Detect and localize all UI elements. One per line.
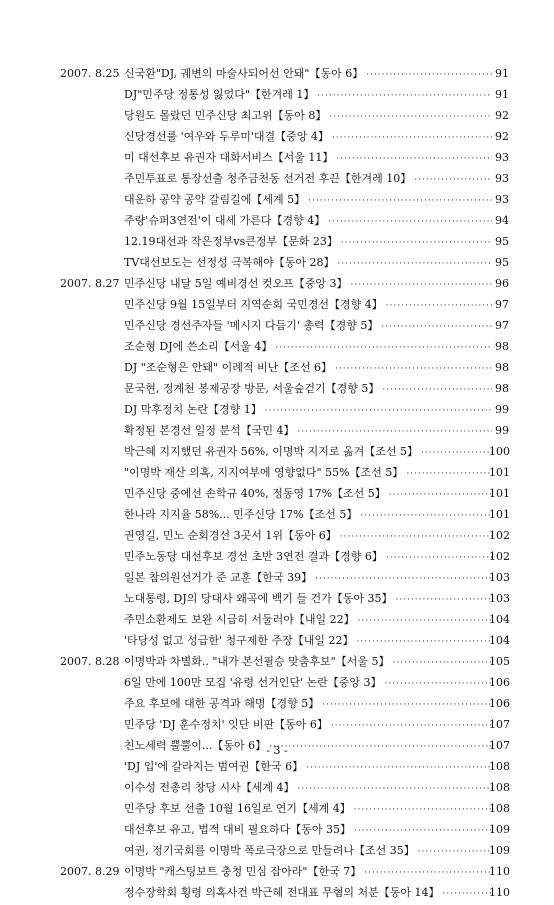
dot-leader bbox=[298, 779, 493, 800]
dot-leader bbox=[386, 296, 492, 317]
entry-page: 98 bbox=[495, 340, 509, 353]
entry-title: 일본 참의원선거가 준 교훈【한국 39】 bbox=[124, 571, 313, 584]
entry-title-line bbox=[124, 252, 492, 275]
entry-page: 109 bbox=[489, 823, 510, 836]
entry-title: 민주노동당 대선후보 경선 초반 3연전 결과【경향 6】 bbox=[124, 550, 383, 563]
entry-title: 문국현, 정계천 봉제공장 방문, 서울숲걷기【경향 5】 bbox=[124, 382, 380, 395]
toc-entry bbox=[0, 861, 554, 882]
entry-date: 2007. 8.28 bbox=[60, 655, 120, 668]
toc-entry bbox=[0, 147, 554, 168]
entry-page: 107 bbox=[489, 718, 510, 731]
entry-page: 94 bbox=[495, 214, 509, 227]
entry-page: 101 bbox=[489, 508, 510, 521]
entry-title: 6일 만에 100만 모집 '유령 선거인단' 논란【중앙 3】 bbox=[124, 676, 382, 689]
entry-page: 109 bbox=[489, 844, 510, 857]
toc-entry bbox=[0, 63, 554, 84]
toc-entry bbox=[0, 252, 554, 273]
entry-title-line bbox=[124, 756, 492, 779]
entry-page: 104 bbox=[489, 613, 510, 626]
dot-leader bbox=[331, 716, 492, 737]
toc-entry bbox=[0, 399, 554, 420]
entry-page: 95 bbox=[495, 235, 509, 248]
toc-entry bbox=[0, 756, 554, 777]
entry-title-line bbox=[124, 462, 492, 485]
entry-title-line bbox=[124, 525, 492, 548]
entry-title: 여권, 정기국회를 이명박 폭로극장으로 만들려나【조선 35】 bbox=[124, 844, 415, 857]
entry-page: 97 bbox=[495, 298, 509, 311]
entry-title-line bbox=[124, 651, 492, 674]
entry-title: 대운하 공약 공약 갈림길에【세계 5】 bbox=[124, 193, 306, 206]
toc-entry bbox=[0, 462, 554, 483]
entry-page: 93 bbox=[495, 151, 509, 164]
toc-entry bbox=[0, 210, 554, 231]
dot-leader bbox=[421, 443, 492, 464]
entry-title: 민주신당 내달 5일 예비경선 컷오프【중앙 3】 bbox=[124, 277, 348, 290]
entry-date: 2007. 8.25 bbox=[60, 67, 120, 80]
toc-entry bbox=[0, 420, 554, 441]
entry-title-line bbox=[124, 798, 492, 821]
entry-title: 미 대선후보 유권자 대화서비스【서울 11】 bbox=[124, 151, 334, 164]
entry-title-line bbox=[124, 315, 492, 338]
entry-title: 민주당 후보 선출 10월 16일로 연기【세계 4】 bbox=[124, 802, 351, 815]
toc-entry bbox=[0, 126, 554, 147]
dot-leader bbox=[308, 191, 492, 212]
dot-leader bbox=[335, 359, 492, 380]
toc-entry bbox=[0, 630, 554, 651]
entry-title: 대선후보 유고, 법적 대비 필요하다【동아 35】 bbox=[124, 823, 351, 836]
entry-title-line bbox=[124, 399, 492, 422]
entry-title: 이수성 전총리 창당 시사【세계 4】 bbox=[124, 781, 295, 794]
entry-title: 'DJ 입'에 갈라지는 범여권【한국 6】 bbox=[124, 760, 304, 773]
dot-leader bbox=[364, 863, 492, 884]
entry-page: 110 bbox=[489, 886, 510, 899]
toc-entry bbox=[0, 546, 554, 567]
entry-title: 민주신당 중에선 손학규 40%, 정동영 17%【조선 5】 bbox=[124, 487, 386, 500]
table-of-contents bbox=[0, 63, 554, 903]
dot-leader bbox=[332, 128, 492, 149]
dot-leader bbox=[354, 800, 492, 821]
entry-page: 101 bbox=[489, 487, 510, 500]
toc-entry bbox=[0, 882, 554, 903]
dot-leader bbox=[315, 569, 492, 590]
toc-entry bbox=[0, 651, 554, 672]
entry-title-line bbox=[124, 672, 492, 695]
entry-page: 104 bbox=[489, 634, 510, 647]
toc-entry bbox=[0, 336, 554, 357]
entry-title-line bbox=[124, 567, 492, 590]
toc-entry bbox=[0, 819, 554, 840]
dot-leader bbox=[366, 65, 492, 86]
toc-entry bbox=[0, 504, 554, 525]
dot-leader bbox=[329, 107, 492, 128]
dot-leader bbox=[360, 506, 492, 527]
entry-title: DJ "조순형은 안돼" 이례적 비난【조선 6】 bbox=[124, 361, 332, 374]
entry-title: '타당성 없고 성급한' 청구제한 주장【내일 22】 bbox=[124, 634, 354, 647]
entry-title: TV대선보도는 선정성 극복해야【동아 28】 bbox=[124, 256, 335, 269]
entry-page: 103 bbox=[489, 592, 510, 605]
toc-entry bbox=[0, 357, 554, 378]
toc-entry bbox=[0, 714, 554, 735]
toc-entry bbox=[0, 378, 554, 399]
entry-title-line bbox=[124, 861, 492, 884]
entry-title-line bbox=[124, 819, 492, 842]
dot-leader bbox=[389, 485, 492, 506]
entry-title: 주민소환제도 보완 시급히 서둘러야【내일 22】 bbox=[124, 613, 355, 626]
entry-title: 신국환"DJ, 궤변의 마술사되어선 안돼"【동아 6】 bbox=[124, 67, 364, 80]
entry-page: 99 bbox=[495, 403, 509, 416]
entry-title: 주요 후보에 대한 공격과 해명【경향 5】 bbox=[124, 697, 320, 710]
dot-leader bbox=[338, 254, 492, 275]
toc-entry bbox=[0, 294, 554, 315]
entry-page: 98 bbox=[495, 361, 509, 374]
entry-title-line bbox=[124, 210, 492, 233]
entry-page: 101 bbox=[489, 466, 510, 479]
dot-leader bbox=[358, 611, 492, 632]
entry-title: 당원도 몰랐던 민주신당 최고위【동아 8】 bbox=[124, 109, 327, 122]
entry-title-line bbox=[124, 273, 492, 296]
toc-entry bbox=[0, 168, 554, 189]
entry-page: 108 bbox=[489, 760, 510, 773]
dot-leader bbox=[306, 758, 492, 779]
entry-title-line bbox=[124, 231, 492, 254]
entry-title-line bbox=[124, 168, 492, 191]
dot-leader bbox=[317, 86, 492, 107]
entry-page: 107 bbox=[489, 739, 510, 752]
entry-title-line bbox=[124, 777, 492, 800]
entry-page: 93 bbox=[495, 172, 509, 185]
entry-title-line bbox=[124, 693, 492, 716]
dot-leader bbox=[354, 821, 492, 842]
dot-leader bbox=[393, 653, 493, 674]
entry-page: 98 bbox=[495, 382, 509, 395]
dot-leader bbox=[336, 149, 492, 170]
toc-entry bbox=[0, 231, 554, 252]
entry-page: 106 bbox=[489, 676, 510, 689]
toc-entry bbox=[0, 609, 554, 630]
entry-title-line bbox=[124, 441, 492, 464]
page-number: - 3 - bbox=[266, 744, 288, 757]
entry-title-line bbox=[124, 609, 492, 632]
entry-title: 노대통령, DJ의 당대사 왜곡에 백기 들 건가【동아 35】 bbox=[124, 592, 393, 605]
entry-page: 92 bbox=[495, 130, 509, 143]
entry-title-line bbox=[124, 84, 492, 107]
entry-page: 108 bbox=[489, 781, 510, 794]
entry-title: 확정된 본경선 일정 분석【국민 4】 bbox=[124, 424, 295, 437]
entry-title-line bbox=[124, 714, 492, 737]
toc-entry bbox=[0, 315, 554, 336]
entry-page: 110 bbox=[489, 865, 510, 878]
dot-leader bbox=[382, 380, 492, 401]
entry-title-line bbox=[124, 126, 492, 149]
dot-leader bbox=[386, 548, 492, 569]
entry-title-line bbox=[124, 357, 492, 380]
entry-title: 박근혜 지지했던 유권자 56%, 이명박 지지로 옮겨【조선 5】 bbox=[124, 445, 418, 458]
entry-page: 106 bbox=[489, 697, 510, 710]
entry-date: 2007. 8.29 bbox=[60, 865, 120, 878]
entry-title-line bbox=[124, 420, 492, 443]
dot-leader bbox=[381, 317, 492, 338]
toc-entry bbox=[0, 588, 554, 609]
toc-entry bbox=[0, 798, 554, 819]
entry-title: 민주당 'DJ 훈수정치' 잇단 비판【동아 6】 bbox=[124, 718, 328, 731]
entry-title-line bbox=[124, 840, 492, 863]
entry-title: 신당경선룰 '여우와 두루미'대결【중앙 4】 bbox=[124, 130, 329, 143]
dot-leader bbox=[298, 422, 493, 443]
toc-entry bbox=[0, 84, 554, 105]
entry-title-line bbox=[124, 378, 492, 401]
entry-title: 이명박 "캐스팅보트 충청 민심 잡아라"【한국 7】 bbox=[124, 865, 362, 878]
dot-leader bbox=[265, 401, 492, 422]
entry-page: 92 bbox=[495, 109, 509, 122]
entry-page: 102 bbox=[489, 550, 510, 563]
toc-entry bbox=[0, 840, 554, 861]
entry-title-line bbox=[124, 294, 492, 317]
entry-title: "이명박 재산 의혹, 지지여부에 영향없다" 55%【조선 5】 bbox=[124, 466, 404, 479]
entry-title: 권영길, 민노 순회경선 3곳서 1위【동아 6】 bbox=[124, 529, 337, 542]
toc-entry bbox=[0, 273, 554, 294]
entry-title: 주민투표로 통장선출 청주금천동 선거전 후끈【한겨레 10】 bbox=[124, 172, 412, 185]
dot-leader bbox=[385, 674, 492, 695]
entry-title-line bbox=[124, 504, 492, 527]
entry-title: 12.19대선과 작은정부vs큰정부【문화 23】 bbox=[124, 235, 338, 248]
toc-entry bbox=[0, 525, 554, 546]
entry-title: 민주신당 9월 15일부터 지역순회 국민경선【경향 4】 bbox=[124, 298, 383, 311]
entry-page: 102 bbox=[489, 529, 510, 542]
entry-title-line bbox=[124, 546, 492, 569]
entry-page: 105 bbox=[489, 655, 510, 668]
toc-entry bbox=[0, 672, 554, 693]
entry-title: 친노세력 뿔뿔이...【동아 6】 bbox=[124, 739, 267, 752]
entry-page: 97 bbox=[495, 319, 509, 332]
entry-date: 2007. 8.27 bbox=[60, 277, 120, 290]
entry-page: 108 bbox=[489, 802, 510, 815]
entry-page: 93 bbox=[495, 193, 509, 206]
entry-title: 조순형 DJ에 쓴소리【서울 4】 bbox=[124, 340, 273, 353]
dot-leader bbox=[406, 464, 492, 485]
dot-leader bbox=[328, 212, 492, 233]
toc-entry bbox=[0, 777, 554, 798]
entry-page: 91 bbox=[495, 88, 509, 101]
entry-title: 주량'슈퍼3연전'이 대세 가른다【경향 4】 bbox=[124, 214, 326, 227]
entry-title-line bbox=[124, 105, 492, 128]
dot-leader bbox=[275, 338, 492, 359]
entry-page: 100 bbox=[489, 445, 510, 458]
dot-leader bbox=[395, 590, 492, 611]
dot-leader bbox=[340, 527, 492, 548]
dot-leader bbox=[414, 170, 492, 191]
toc-entry bbox=[0, 441, 554, 462]
dot-leader bbox=[341, 233, 492, 254]
entry-title: DJ"민주당 정통성 잃었다"【한겨레 1】 bbox=[124, 88, 315, 101]
entry-page: 99 bbox=[495, 424, 509, 437]
toc-entry bbox=[0, 693, 554, 714]
entry-title: 한나라 지지율 58%... 민주신당 17%【조선 5】 bbox=[124, 508, 358, 521]
entry-title: DJ 막후정치 논란【경향 1】 bbox=[124, 403, 262, 416]
toc-entry bbox=[0, 567, 554, 588]
entry-title-line bbox=[124, 630, 492, 653]
entry-title: 정수장학회 횡령 의혹사건 박근혜 전대표 무혐의 처분【동아 14】 bbox=[124, 886, 440, 899]
entry-page: 96 bbox=[495, 277, 509, 290]
entry-title: 이명박과 차별화.. "내가 본선필승 맞춤후보"【서울 5】 bbox=[124, 655, 390, 668]
entry-page: 91 bbox=[495, 67, 509, 80]
toc-entry bbox=[0, 189, 554, 210]
entry-page: 95 bbox=[495, 256, 509, 269]
dot-leader bbox=[351, 275, 493, 296]
entry-title-line bbox=[124, 336, 492, 359]
dot-leader bbox=[357, 632, 492, 653]
entry-title-line bbox=[124, 588, 492, 611]
entry-title-line bbox=[124, 63, 492, 86]
dot-leader bbox=[322, 695, 492, 716]
entry-title-line bbox=[124, 483, 492, 506]
entry-title-line bbox=[124, 882, 492, 905]
entry-page: 103 bbox=[489, 571, 510, 584]
entry-title-line bbox=[124, 189, 492, 212]
entry-title: 민주신당 경선주자들 '메시지 다듬기' 총력【경향 5】 bbox=[124, 319, 379, 332]
entry-title-line bbox=[124, 147, 492, 170]
dot-leader bbox=[418, 842, 492, 863]
dot-leader bbox=[443, 884, 493, 905]
toc-entry bbox=[0, 105, 554, 126]
toc-entry bbox=[0, 483, 554, 504]
